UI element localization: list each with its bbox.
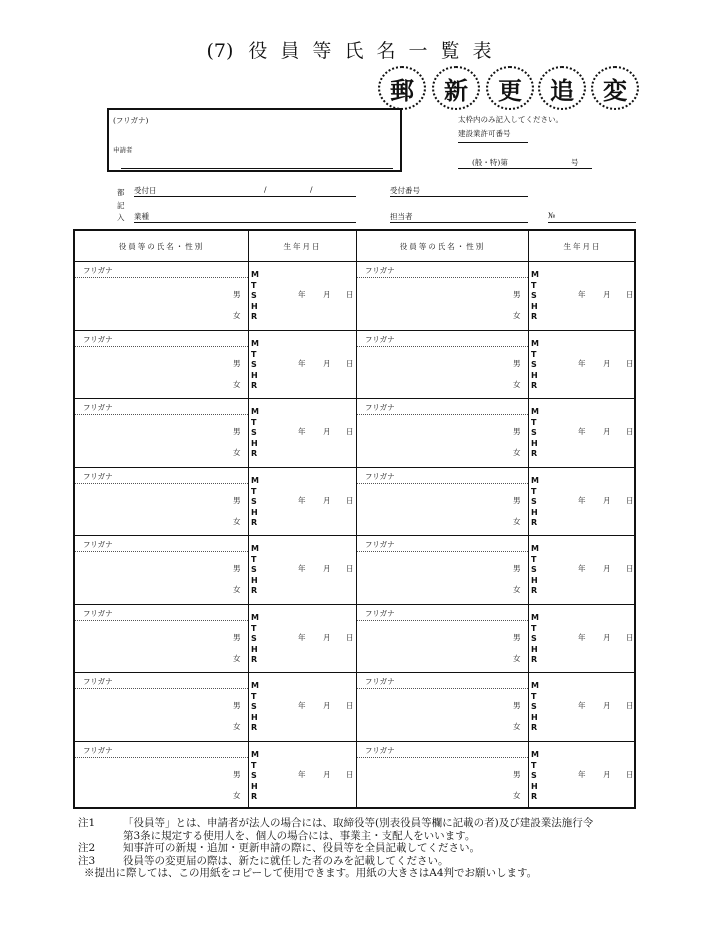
era-option[interactable]: S [251, 497, 257, 507]
year-label: 年 [578, 633, 586, 642]
male-label: 男 [513, 633, 521, 642]
note-text: ※提出に際しては、この用紙をコピーして使用できます。用紙の大きさはA4判でお願いします。 [84, 867, 538, 880]
era-options[interactable] [251, 476, 261, 529]
era-option[interactable]: S [531, 360, 537, 370]
month-label: 月 [603, 701, 611, 710]
stamp-new[interactable]: 新 [432, 66, 480, 110]
era-option[interactable]: T [251, 349, 257, 359]
furigana-label: フリガナ [365, 677, 395, 686]
stamp-post[interactable]: 郵 [378, 66, 426, 110]
year-label: 年 [578, 496, 586, 505]
era-option[interactable]: S [531, 565, 537, 575]
era-option[interactable]: R [531, 449, 538, 459]
era-option[interactable]: H [251, 507, 258, 517]
person-in-charge-field[interactable] [390, 211, 528, 223]
office-side-label-1: 都 [117, 188, 125, 197]
month-label: 月 [323, 633, 331, 642]
male-label: 男 [233, 496, 241, 505]
furigana-label: フリガナ [83, 746, 113, 755]
note-row [78, 867, 678, 880]
furigana-label: フリガナ [365, 746, 395, 755]
furigana-divider [75, 551, 248, 552]
era-option[interactable]: S [251, 634, 257, 644]
era-option[interactable]: T [251, 417, 257, 427]
era-option[interactable]: T [251, 691, 257, 701]
era-option[interactable]: R [251, 586, 258, 596]
era-option[interactable]: R [531, 312, 538, 322]
female-label: 女 [233, 448, 241, 457]
era-option[interactable]: M [251, 544, 259, 553]
day-label: 日 [626, 701, 634, 710]
note-text: 役員等の変更届の際は、新たに就任した者のみを記載してください。 [123, 854, 449, 867]
day-label: 日 [626, 633, 634, 642]
person-in-charge-label: 担当者 [390, 212, 413, 221]
era-option[interactable]: H [531, 438, 538, 448]
era-option[interactable]: M [251, 613, 259, 622]
era-options[interactable] [531, 613, 541, 666]
era-option[interactable]: T [251, 280, 257, 290]
header-name-gender: 役員等の氏名・性別 [118, 241, 205, 251]
male-label: 男 [233, 427, 241, 436]
era-option[interactable]: R [251, 792, 258, 802]
furigana-label: フリガナ [365, 403, 395, 412]
era-option[interactable]: H [531, 575, 538, 585]
era-option[interactable]: M [531, 750, 539, 759]
era-option[interactable]: H [531, 712, 538, 722]
year-label: 年 [298, 496, 306, 505]
male-label: 男 [233, 359, 241, 368]
day-label: 日 [626, 564, 634, 573]
title-char: 名 [376, 40, 399, 62]
furigana-divider [357, 620, 528, 621]
month-label: 月 [603, 427, 611, 436]
era-option[interactable]: M [531, 339, 539, 348]
era-option[interactable]: R [251, 312, 258, 322]
era-option[interactable]: H [531, 370, 538, 380]
female-label: 女 [233, 380, 241, 389]
era-option[interactable]: T [251, 760, 257, 770]
era-option[interactable]: H [251, 301, 258, 311]
page-title [0, 36, 706, 63]
license-prefix: (般・特)第 [472, 158, 508, 167]
license-suffix: 号 [571, 158, 579, 167]
month-label: 月 [323, 359, 331, 368]
era-option[interactable]: M [531, 613, 539, 622]
day-label: 日 [626, 496, 634, 505]
month-label: 月 [323, 290, 331, 299]
era-option[interactable]: R [531, 518, 538, 528]
furigana-divider [357, 414, 528, 415]
era-option[interactable]: S [531, 291, 537, 301]
era-option[interactable]: H [531, 507, 538, 517]
month-label: 月 [323, 770, 331, 779]
day-label: 日 [626, 427, 634, 436]
applicant-furigana-label: (フリガナ) [113, 116, 149, 125]
month-label: 月 [603, 290, 611, 299]
business-type-field[interactable] [134, 211, 356, 223]
header-birth-date: 生年月日 [563, 241, 602, 251]
era-option[interactable]: R [531, 723, 538, 733]
era-options[interactable] [531, 544, 541, 597]
header-birth-date: 生年月日 [283, 241, 322, 251]
furigana-divider [357, 757, 528, 758]
year-label: 年 [298, 770, 306, 779]
day-label: 日 [346, 359, 354, 368]
note-text: 「役員等」とは、申請者が法人の場合には、取締役等(別表役員等欄に記載の者)及び建設業法施行令 [123, 817, 594, 829]
furigana-label: フリガナ [83, 403, 113, 412]
day-label: 日 [346, 770, 354, 779]
month-label: 月 [323, 496, 331, 505]
era-option[interactable]: H [251, 781, 258, 791]
era-option[interactable]: S [251, 291, 257, 301]
furigana-divider [75, 483, 248, 484]
era-option[interactable]: T [531, 623, 537, 633]
furigana-divider [357, 688, 528, 689]
male-label: 男 [233, 564, 241, 573]
note-label: 注2 [78, 842, 96, 855]
female-label: 女 [513, 311, 521, 320]
day-label: 日 [346, 427, 354, 436]
era-option[interactable]: R [531, 586, 538, 596]
era-option[interactable]: M [531, 407, 539, 416]
furigana-divider [75, 757, 248, 758]
month-label: 月 [603, 496, 611, 505]
stamp-change[interactable]: 変 [591, 66, 639, 110]
receipt-date-label: 受付日 [134, 186, 157, 195]
era-option[interactable]: S [251, 771, 257, 781]
furigana-label: フリガナ [365, 609, 395, 618]
era-option[interactable]: T [531, 554, 537, 564]
year-label: 年 [298, 427, 306, 436]
year-label: 年 [578, 359, 586, 368]
furigana-label: フリガナ [83, 266, 113, 275]
era-option[interactable]: R [251, 449, 258, 459]
furigana-label: フリガナ [83, 335, 113, 344]
female-label: 女 [513, 585, 521, 594]
era-option[interactable]: T [251, 486, 257, 496]
female-label: 女 [513, 380, 521, 389]
year-label: 年 [578, 290, 586, 299]
era-option[interactable]: H [531, 301, 538, 311]
era-option[interactable]: M [251, 750, 259, 759]
era-option[interactable]: T [251, 623, 257, 633]
era-option[interactable]: M [251, 681, 259, 690]
month-label: 月 [603, 770, 611, 779]
era-option[interactable]: R [531, 792, 538, 802]
no-field[interactable] [548, 211, 636, 223]
female-label: 女 [513, 654, 521, 663]
era-options[interactable] [531, 750, 541, 803]
era-option[interactable]: S [531, 428, 537, 438]
title-char: 等 [312, 40, 335, 62]
era-option[interactable]: T [531, 760, 537, 770]
license-number-field[interactable] [458, 157, 592, 169]
era-option[interactable]: R [531, 381, 538, 391]
day-label: 日 [346, 701, 354, 710]
note-row [78, 817, 678, 830]
era-option[interactable]: M [531, 270, 539, 279]
furigana-divider [75, 688, 248, 689]
female-label: 女 [233, 585, 241, 594]
era-options[interactable] [531, 407, 541, 460]
era-option[interactable]: T [531, 280, 537, 290]
female-label: 女 [513, 722, 521, 731]
era-option[interactable]: H [251, 644, 258, 654]
male-label: 男 [233, 701, 241, 710]
title-char: 表 [472, 40, 495, 62]
era-option[interactable]: H [251, 712, 258, 722]
furigana-label: フリガナ [365, 266, 395, 275]
note-label: 注3 [78, 854, 96, 867]
notes [78, 817, 678, 880]
applicant-box[interactable] [107, 108, 402, 172]
year-label: 年 [578, 770, 586, 779]
year-label: 年 [298, 701, 306, 710]
era-options[interactable] [531, 476, 541, 529]
furigana-label: フリガナ [365, 335, 395, 344]
male-label: 男 [233, 770, 241, 779]
furigana-divider [357, 346, 528, 347]
office-side-label-2: 記 [117, 201, 125, 210]
male-label: 男 [513, 564, 521, 573]
female-label: 女 [233, 722, 241, 731]
era-options[interactable] [251, 681, 261, 734]
era-options[interactable] [251, 339, 261, 392]
era-option[interactable]: H [251, 575, 258, 585]
male-label: 男 [513, 359, 521, 368]
era-option[interactable]: H [251, 370, 258, 380]
year-label: 年 [298, 290, 306, 299]
title-char: 氏 [344, 40, 367, 62]
month-label: 月 [603, 359, 611, 368]
business-type-label: 業種 [134, 212, 149, 221]
era-option[interactable]: R [531, 655, 538, 665]
month-label: 月 [603, 564, 611, 573]
male-label: 男 [513, 427, 521, 436]
era-option[interactable]: T [531, 349, 537, 359]
furigana-label: フリガナ [365, 472, 395, 481]
day-label: 日 [346, 633, 354, 642]
era-option[interactable]: R [251, 655, 258, 665]
furigana-divider [75, 620, 248, 621]
era-option[interactable]: H [251, 438, 258, 448]
era-options[interactable] [531, 339, 541, 392]
male-label: 男 [513, 701, 521, 710]
furigana-label: フリガナ [83, 540, 113, 549]
male-label: 男 [233, 633, 241, 642]
male-label: 男 [513, 770, 521, 779]
month-label: 月 [323, 427, 331, 436]
era-option[interactable]: S [251, 428, 257, 438]
month-label: 月 [603, 633, 611, 642]
furigana-divider [75, 346, 248, 347]
era-options[interactable] [251, 270, 261, 323]
furigana-label: フリガナ [365, 540, 395, 549]
day-label: 日 [626, 290, 634, 299]
era-options[interactable] [251, 750, 261, 803]
era-options[interactable] [251, 544, 261, 597]
year-label: 年 [298, 564, 306, 573]
female-label: 女 [513, 791, 521, 800]
title-char: 役 [248, 40, 271, 62]
furigana-label: フリガナ [83, 677, 113, 686]
furigana-divider [357, 551, 528, 552]
applicant-underline [121, 168, 393, 169]
note-row [78, 830, 678, 843]
note-text: 第3条に規定する使用人を、個人の場合には、事業主・支配人をいいます。 [123, 829, 476, 842]
day-label: 日 [346, 564, 354, 573]
note-row [78, 842, 678, 855]
furigana-divider [357, 483, 528, 484]
receipt-number-label: 受付番号 [390, 186, 420, 195]
era-option[interactable]: S [251, 702, 257, 712]
no-label: № [548, 211, 556, 220]
day-label: 日 [626, 359, 634, 368]
furigana-divider [357, 277, 528, 278]
title-char: 一 [408, 40, 431, 62]
female-label: 女 [233, 791, 241, 800]
month-label: 月 [323, 564, 331, 573]
era-option[interactable]: R [251, 723, 258, 733]
officer-table [73, 229, 636, 809]
year-label: 年 [578, 701, 586, 710]
title-char: 覧 [440, 40, 463, 62]
receipt-date-field[interactable] [134, 185, 356, 197]
female-label: 女 [233, 517, 241, 526]
female-label: 女 [513, 517, 521, 526]
female-label: 女 [233, 654, 241, 663]
note-label: 注1 [78, 817, 96, 829]
female-label: 女 [233, 311, 241, 320]
office-side-label-3: 入 [117, 213, 125, 222]
era-option[interactable]: T [531, 486, 537, 496]
furigana-divider [75, 277, 248, 278]
era-option[interactable]: T [531, 691, 537, 701]
male-label: 男 [513, 496, 521, 505]
note-row [78, 855, 678, 868]
era-option[interactable]: M [531, 681, 539, 690]
header-name-gender: 役員等の氏名・性別 [399, 241, 486, 251]
day-label: 日 [346, 290, 354, 299]
year-label: 年 [298, 633, 306, 642]
female-label: 女 [513, 448, 521, 457]
furigana-label: フリガナ [83, 609, 113, 618]
male-label: 男 [233, 290, 241, 299]
day-label: 日 [626, 770, 634, 779]
title-number: (7) [206, 40, 234, 62]
male-label: 男 [513, 290, 521, 299]
era-option[interactable]: M [251, 270, 259, 279]
era-option[interactable]: T [531, 417, 537, 427]
instruction-text: 太枠内のみ記入してください。 [458, 115, 563, 124]
era-option[interactable]: S [531, 702, 537, 712]
era-option[interactable]: M [251, 476, 259, 485]
era-options[interactable] [531, 270, 541, 323]
era-option[interactable]: R [251, 518, 258, 528]
era-options[interactable] [251, 407, 261, 460]
receipt-number-field[interactable] [390, 185, 528, 197]
stamp-renew[interactable]: 更 [486, 66, 534, 110]
note-label [78, 830, 123, 843]
note-text: 知事許可の新規・追加・更新申請の際に、役員等を全員記載してください。 [123, 842, 480, 855]
era-option[interactable]: R [251, 381, 258, 391]
era-option[interactable]: M [531, 544, 539, 553]
day-label: 日 [346, 496, 354, 505]
era-option[interactable]: M [251, 339, 259, 348]
year-label: 年 [578, 564, 586, 573]
era-option[interactable]: M [251, 407, 259, 416]
furigana-label: フリガナ [83, 472, 113, 481]
applicant-label: 申請者 [113, 146, 133, 154]
year-label: 年 [578, 427, 586, 436]
furigana-divider [75, 414, 248, 415]
year-label: 年 [298, 359, 306, 368]
era-option[interactable]: M [531, 476, 539, 485]
stamp-add[interactable]: 追 [538, 66, 586, 110]
date-slash: / [310, 185, 313, 194]
title-char: 員 [280, 40, 303, 62]
era-option[interactable]: S [251, 360, 257, 370]
era-options[interactable] [531, 681, 541, 734]
divider [458, 142, 528, 143]
era-option[interactable]: S [531, 497, 537, 507]
license-number-label: 建設業許可番号 [458, 129, 511, 138]
era-option[interactable]: S [251, 565, 257, 575]
era-option[interactable]: H [531, 644, 538, 654]
era-option[interactable]: S [531, 771, 537, 781]
era-option[interactable]: S [531, 634, 537, 644]
month-label: 月 [323, 701, 331, 710]
date-slash: / [264, 185, 267, 194]
era-option[interactable]: H [531, 781, 538, 791]
era-option[interactable]: T [251, 554, 257, 564]
era-options[interactable] [251, 613, 261, 666]
